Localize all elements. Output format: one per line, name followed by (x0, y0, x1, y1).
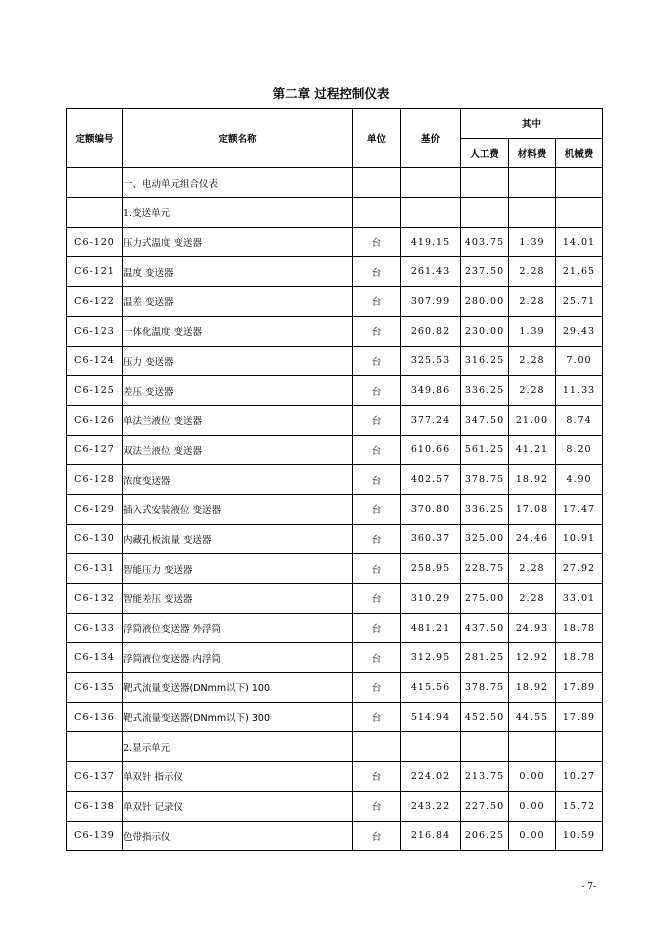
base-price: 261.43 (401, 257, 461, 287)
quota-code: C6-123 (67, 316, 123, 346)
quota-name: 浓度变送器 (123, 465, 353, 495)
base-price: 243.22 (401, 791, 461, 821)
quota-name: 温差 变送器 (123, 287, 353, 317)
labor-cost: 228.75 (461, 554, 509, 584)
base-price: 419.15 (401, 227, 461, 257)
labor-cost: 230.00 (461, 316, 509, 346)
quota-code: C6-125 (67, 376, 123, 406)
material-cost: 2.28 (509, 287, 556, 317)
quota-name: 单法兰液位 变送器 (123, 405, 353, 435)
quota-name: 单双针 指示仪 (123, 762, 353, 792)
machine-cost: 10.27 (556, 762, 603, 792)
unit-cell: 台 (353, 346, 401, 376)
quota-name: 内藏孔板流量 变送器 (123, 524, 353, 554)
quota-name: 压力式温度 变送器 (123, 227, 353, 257)
labor-cost: 336.25 (461, 376, 509, 406)
table-row (67, 702, 603, 732)
quota-code: C6-139 (67, 821, 123, 851)
base-price: 402.57 (401, 465, 461, 495)
quota-code: C6-132 (67, 584, 123, 614)
unit-cell: 台 (353, 257, 401, 287)
material-cost: 24.46 (509, 524, 556, 554)
unit-cell: 台 (353, 584, 401, 614)
table-row (67, 821, 603, 851)
quota-table (66, 108, 603, 851)
base-price: 610.66 (401, 435, 461, 465)
header-name: 定额名称 (123, 109, 353, 168)
unit-cell: 台 (353, 791, 401, 821)
quota-code: C6-122 (67, 287, 123, 317)
base-price: 310.29 (401, 584, 461, 614)
quota-code: C6-126 (67, 405, 123, 435)
machine-cost: 18.78 (556, 613, 603, 643)
quota-name: 智能差压 变送器 (123, 584, 353, 614)
labor-cost: 275.00 (461, 584, 509, 614)
labor-cost: 206.25 (461, 821, 509, 851)
quota-name: 色带指示仪 (123, 821, 353, 851)
table-row (67, 287, 603, 317)
material-cost: 0.00 (509, 762, 556, 792)
table-row (67, 554, 603, 584)
machine-cost: 17.89 (556, 702, 603, 732)
quota-name: 智能压力 变送器 (123, 554, 353, 584)
material-cost: 2.28 (509, 554, 556, 584)
labor-cost: 227.50 (461, 791, 509, 821)
material-cost: 18.92 (509, 673, 556, 703)
base-price: 224.02 (401, 762, 461, 792)
table-row (67, 376, 603, 406)
section-title: 一、电动单元组合仪表 (123, 168, 353, 198)
material-cost: 1.39 (509, 227, 556, 257)
table-row (67, 791, 603, 821)
base-price: 415.56 (401, 673, 461, 703)
quota-code: C6-138 (67, 791, 123, 821)
subsection-number: 1. (123, 208, 133, 220)
subsection-row (67, 732, 603, 762)
base-price: 260.82 (401, 316, 461, 346)
unit-cell: 台 (353, 435, 401, 465)
material-cost: 12.92 (509, 643, 556, 673)
page-number: - 7- (581, 882, 596, 892)
material-cost: 24.93 (509, 613, 556, 643)
table-row (67, 584, 603, 614)
unit-cell: 台 (353, 227, 401, 257)
section-row (67, 168, 603, 198)
labor-cost: 316.25 (461, 346, 509, 376)
table-row (67, 257, 603, 287)
table-row (67, 613, 603, 643)
material-cost: 2.28 (509, 584, 556, 614)
header-unit: 单位 (353, 109, 401, 168)
unit-cell: 台 (353, 821, 401, 851)
machine-cost: 29.43 (556, 316, 603, 346)
material-cost: 0.00 (509, 791, 556, 821)
header-base-price: 基价 (401, 109, 461, 168)
unit-cell: 台 (353, 494, 401, 524)
subsection-number: 2. (123, 742, 133, 754)
unit-cell: 台 (353, 762, 401, 792)
labor-cost: 378.75 (461, 465, 509, 495)
table-row (67, 465, 603, 495)
quota-code: C6-127 (67, 435, 123, 465)
unit-cell: 台 (353, 702, 401, 732)
subsection-label: 显示单元 (132, 742, 171, 754)
machine-cost: 21.65 (556, 257, 603, 287)
quota-name: 插入式安装液位 变送器 (123, 494, 353, 524)
labor-cost: 280.00 (461, 287, 509, 317)
header-labor: 人工费 (461, 138, 509, 168)
quota-code: C6-124 (67, 346, 123, 376)
quota-code: C6-136 (67, 702, 123, 732)
machine-cost: 33.01 (556, 584, 603, 614)
material-cost: 1.39 (509, 316, 556, 346)
quota-code: C6-130 (67, 524, 123, 554)
table-row (67, 494, 603, 524)
table-row (67, 524, 603, 554)
quota-name: 单双针 记录仪 (123, 791, 353, 821)
unit-cell: 台 (353, 465, 401, 495)
unit-cell: 台 (353, 524, 401, 554)
labor-cost: 561.25 (461, 435, 509, 465)
material-cost: 44.55 (509, 702, 556, 732)
base-price: 349.86 (401, 376, 461, 406)
quota-code: C6-133 (67, 613, 123, 643)
machine-cost: 8.20 (556, 435, 603, 465)
quota-name: 浮筒液位变送器 内浮筒 (123, 643, 353, 673)
material-cost: 18.92 (509, 465, 556, 495)
header-code: 定额编号 (67, 109, 123, 168)
quota-code: C6-129 (67, 494, 123, 524)
machine-cost: 10.59 (556, 821, 603, 851)
labor-cost: 281.25 (461, 643, 509, 673)
labor-cost: 237.50 (461, 257, 509, 287)
quota-code: C6-137 (67, 762, 123, 792)
quota-name: 差压 变送器 (123, 376, 353, 406)
machine-cost: 27.92 (556, 554, 603, 584)
machine-cost: 8.74 (556, 405, 603, 435)
unit-cell: 台 (353, 554, 401, 584)
labor-cost: 336.25 (461, 494, 509, 524)
material-cost: 17.08 (509, 494, 556, 524)
quota-name: 靶式流量变送器(DNmm以下) 300 (123, 702, 353, 732)
subsection-title (123, 198, 353, 228)
unit-cell: 台 (353, 316, 401, 346)
base-price: 307.99 (401, 287, 461, 317)
table-row (67, 673, 603, 703)
subsection-label: 变送单元 (132, 208, 171, 220)
labor-cost: 213.75 (461, 762, 509, 792)
quota-name: 温度 变送器 (123, 257, 353, 287)
quota-name: 靶式流量变送器(DNmm以下) 100 (123, 673, 353, 703)
subsection-title (123, 732, 353, 762)
header-machine: 机械费 (556, 138, 603, 168)
quota-code: C6-120 (67, 227, 123, 257)
base-price: 312.95 (401, 643, 461, 673)
header-material: 材料费 (509, 138, 556, 168)
quota-name: 浮筒液位变送器 外浮筒 (123, 613, 353, 643)
machine-cost: 25.71 (556, 287, 603, 317)
base-price: 360.37 (401, 524, 461, 554)
machine-cost: 17.47 (556, 494, 603, 524)
labor-cost: 347.50 (461, 405, 509, 435)
quota-name: 一体化温度 变送器 (123, 316, 353, 346)
machine-cost: 10.91 (556, 524, 603, 554)
material-cost: 2.28 (509, 257, 556, 287)
page-title: 第二章 过程控制仪表 (272, 86, 390, 101)
subsection-row (67, 198, 603, 228)
table-row (67, 405, 603, 435)
quota-name: 压力 变送器 (123, 346, 353, 376)
table-row (67, 316, 603, 346)
material-cost: 0.00 (509, 821, 556, 851)
table-row (67, 346, 603, 376)
base-price: 258.95 (401, 554, 461, 584)
quota-name: 双法兰液位 变送器 (123, 435, 353, 465)
quota-code: C6-121 (67, 257, 123, 287)
quota-code: C6-128 (67, 465, 123, 495)
unit-cell: 台 (353, 376, 401, 406)
base-price: 514.94 (401, 702, 461, 732)
base-price: 377.24 (401, 405, 461, 435)
machine-cost: 11.33 (556, 376, 603, 406)
unit-cell: 台 (353, 405, 401, 435)
table-row (67, 435, 603, 465)
table-row (67, 762, 603, 792)
machine-cost: 17.89 (556, 673, 603, 703)
unit-cell: 台 (353, 613, 401, 643)
header-of-which: 其中 (461, 109, 603, 139)
machine-cost: 18.78 (556, 643, 603, 673)
base-price: 216.84 (401, 821, 461, 851)
labor-cost: 437.50 (461, 613, 509, 643)
machine-cost: 14.01 (556, 227, 603, 257)
table-row (67, 227, 603, 257)
machine-cost: 15.72 (556, 791, 603, 821)
material-cost: 2.28 (509, 346, 556, 376)
base-price: 325.53 (401, 346, 461, 376)
unit-cell: 台 (353, 673, 401, 703)
quota-code: C6-135 (67, 673, 123, 703)
unit-cell: 台 (353, 287, 401, 317)
labor-cost: 403.75 (461, 227, 509, 257)
material-cost: 2.28 (509, 376, 556, 406)
base-price: 481.21 (401, 613, 461, 643)
quota-code: C6-131 (67, 554, 123, 584)
base-price: 370.80 (401, 494, 461, 524)
material-cost: 41.21 (509, 435, 556, 465)
labor-cost: 325.00 (461, 524, 509, 554)
machine-cost: 7.00 (556, 346, 603, 376)
machine-cost: 4.90 (556, 465, 603, 495)
table-row (67, 643, 603, 673)
labor-cost: 452.50 (461, 702, 509, 732)
unit-cell: 台 (353, 643, 401, 673)
quota-code: C6-134 (67, 643, 123, 673)
labor-cost: 378.75 (461, 673, 509, 703)
material-cost: 21.00 (509, 405, 556, 435)
